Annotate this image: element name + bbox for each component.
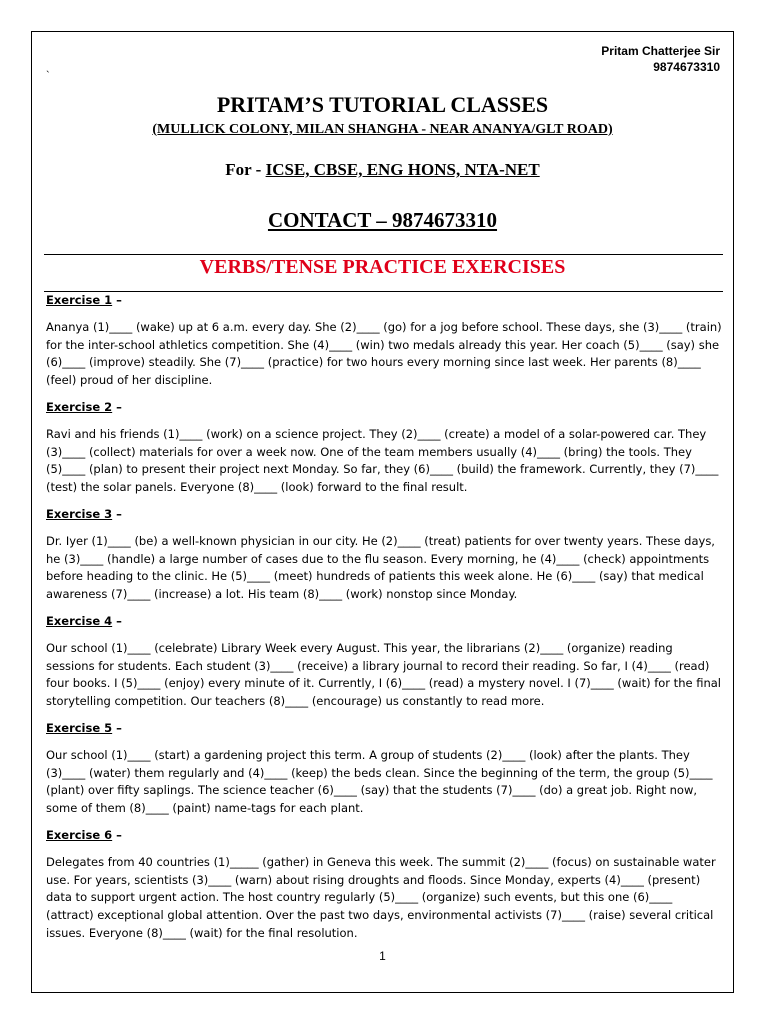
heading-rule-top (44, 254, 723, 255)
exercise-label: Exercise 3 – (46, 506, 122, 521)
header-author-block (601, 43, 720, 75)
exercise-label: Exercise 6 – (46, 827, 122, 842)
exercise-label: Exercise 1 – (46, 293, 122, 307)
exercise-text: Ananya (1)____ (wake) up at 6 a.m. every day. She (2)____ (go) for a jog before school. These days, she (3)____ (train) for the inter-school athletics competition. She (4)____ (win) two medals already this year. Her coach (5)____ (say) she (6)____ (improve) steadily. She (7)____ (practice) for two hours every morning since last week. Her parents (8)____ (feel) proud of her discipline. (46, 319, 722, 388)
author-name: Pritam Chatterjee Sir (601, 44, 720, 58)
address-line: (MULLICK COLONY, MILAN SHANGHA - NEAR ANANYA/GLT ROAD) (152, 122, 613, 137)
exercise-text: Our school (1)____ (celebrate) Library Week every August. This year, the librarians (2)____ (organize) reading sessions for students. Each student (3)____ (receive) a library journal to record their reading. So far, I (4)____ (read) four books. I (5)____ (enjoy) every minute of it. Currently, I (6)____ (read) a mystery novel. I (7)____ (wait) for the final storytelling competition. Our teachers (8)____ (encourage) us constantly to read more. (46, 640, 721, 709)
contact-line: CONTACT – 9874673310 (267, 208, 498, 232)
exercise-text: Ravi and his friends (1)____ (work) on a science project. They (2)____ (create) a model of a solar-powered car. They (3)____ (collect) materials for over a week now. One of the team members usually (4)____ (bring) the tools. They (5)____ (plan) to present their project next Monday. So far, they (6)____ (build) the framework. Currently, they (7)____ (test) the solar panels. Everyone (8)____ (look) forward to the final result. (46, 426, 719, 495)
exercise-text: Dr. Iyer (1)____ (be) a well-known physician in our city. He (2)____ (treat) patients for over twenty years. These days, he (3)____ (handle) a large number of cases due to the flu season. Every morning, he (4)____ (check) appointments before heading to the clinic. He (5)____ (meet) hundreds of patients this week alone. He (6)____ (say) that medical awareness (7)____ (increase) a lot. His team (8)____ (work) nonstop since Monday. (46, 533, 715, 602)
exercise-label: Exercise 5 – (46, 720, 122, 735)
page-title: PRITAM’S TUTORIAL CLASSES (216, 92, 549, 117)
courses-list: ICSE, CBSE, ENG HONS, NTA-NET (265, 160, 540, 179)
courses-prefix: For - (225, 160, 266, 179)
exercise-label: Exercise 4 – (46, 613, 122, 628)
exercise-label: Exercise 2 – (46, 399, 122, 414)
page-number: 1 (379, 949, 386, 963)
exercises-content (46, 292, 722, 952)
courses-line (31, 160, 734, 180)
exercise-text: Delegates from 40 countries (1)_____ (gather) in Geneva this week. The summit (2)____ (focus) on sustainable water use. For years, scientists (3)____ (warn) about rising droughts and floods. Since Monday, experts (4)____ (present) data to support urgent action. The host country regularly (5)____ (organize) such events, but this one (6)____ (attract) exceptional global attention. Over the past two days, environmental activists (7)____ (raise) several critical issues. Everyone (8)____ (wait) for the final resolution. (46, 854, 716, 940)
exercise-text: Our school (1)____ (start) a gardening project this term. A group of students (2)____ (look) after the plants. They (3)____ (water) them regularly and (4)____ (keep) the beds clean. Since the beginning of the term, the group (5)____ (plant) over fifty saplings. The science teacher (6)____ (say) that the students (7)____ (do) a great job. Right now, some of them (8)____ (paint) name-tags for each plant. (46, 747, 713, 816)
tick-mark: ` (46, 70, 50, 82)
author-phone: 9874673310 (653, 60, 720, 74)
section-heading: VERBS/TENSE PRACTICE EXERCISES (199, 256, 566, 278)
